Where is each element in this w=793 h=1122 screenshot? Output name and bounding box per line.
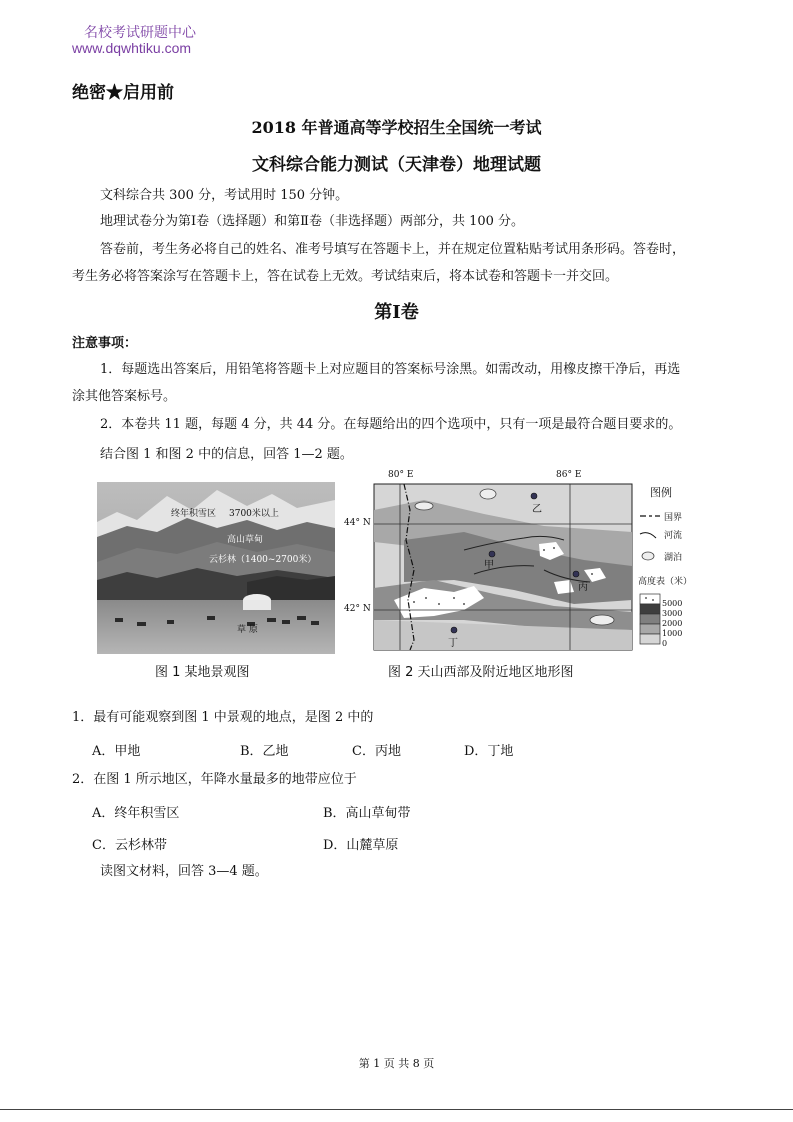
place-bing: 丙 [578, 582, 588, 593]
intro-paragraph-3b: 考生务必将答案涂写在答题卡上，答在试卷上无效。考试结束后，将本试卷和答题卡一并交回。 [72, 269, 619, 284]
legend-border: 国界 [664, 513, 683, 523]
figure-lead: 结合图 1 和图 2 中的信息，回答 1—2 题。 [100, 447, 353, 462]
legend-level-2000: 2000 [662, 619, 683, 628]
figure1-caption: 图 1 某地景观图 [155, 665, 250, 680]
place-yi: 乙 [532, 504, 542, 515]
question-2-stem: 2．在图 1 所示地区，年降水量最多的地带应位于 [72, 772, 357, 787]
q1-option-d: D．丁地 [464, 744, 514, 759]
q1-option-a: A．甲地 [92, 744, 141, 759]
label-spruce-forest: 云杉林（1400~2700米） [209, 555, 317, 565]
notice-heading: 注意事项： [72, 336, 138, 351]
q1-option-b: B．乙地 [240, 744, 289, 759]
intro-paragraph-1: 文科综合共 300 分，考试用时 150 分钟。 [100, 188, 349, 203]
exam-title: 2018 年普通高等学校招生全国统一考试 [251, 118, 542, 137]
q2-option-b: B．高山草甸带 [323, 806, 411, 821]
legend-level-1000: 1000 [662, 629, 683, 638]
place-jia: 甲 [484, 560, 494, 571]
place-ding: 丁 [448, 638, 458, 649]
landscape-photo [97, 482, 335, 654]
label-alpine-meadow: 高山草甸 [227, 535, 264, 545]
secret-mark: 绝密★启用前 [72, 83, 174, 103]
lon-label-86e: 86° E [556, 470, 582, 480]
lat-label-42n: 42° N [344, 604, 371, 614]
legend-altitude-title: 高度表（米） [638, 577, 693, 587]
notice-item-1a: 1．每题选出答案后，用铅笔将答题卡上对应题目的答案标号涂黑。如需改动，用橡皮擦干净后，再选 [100, 362, 681, 377]
notice-item-1b: 涂其他答案标号。 [72, 389, 177, 404]
legend-level-0: 0 [662, 639, 668, 648]
page-number: 第 1 页 共 8 页 [358, 1057, 435, 1070]
question-1-stem: 1．最有可能观察到图 1 中景观的地点，是图 2 中的 [72, 710, 374, 725]
lat-label-44n: 44° N [344, 518, 371, 528]
legend-title: 图例 [650, 486, 672, 499]
lon-label-80e: 80° E [388, 470, 414, 480]
label-snow-altitude: 3700米以上 [229, 509, 279, 519]
watermark-title: 名校考试研题中心 [84, 25, 196, 41]
notice-item-2: 2．本卷共 11 题，每题 4 分，共 44 分。在每题给出的四个选项中，只有一项是最符合题目要求的。 [100, 417, 682, 432]
legend-level-3000: 3000 [662, 609, 683, 618]
legend-river: 河流 [664, 531, 683, 541]
exam-subtitle: 文科综合能力测试（天津卷）地理试题 [252, 155, 541, 175]
question-3-lead: 读图文材料，回答 3—4 题。 [100, 864, 268, 879]
q2-option-d: D．山麓草原 [323, 838, 399, 853]
intro-paragraph-2: 地理试卷分为第Ⅰ卷（选择题）和第Ⅱ卷（非选择题）两部分，共 100 分。 [100, 214, 525, 229]
q1-option-c: C．丙地 [352, 744, 401, 759]
q2-option-a: A．终年积雪区 [92, 806, 180, 821]
legend-lake: 湖泊 [664, 553, 683, 563]
watermark-url[interactable]: www.dqwhtiku.com [72, 40, 192, 56]
topographic-map [344, 470, 706, 662]
section-title: 第Ⅰ卷 [374, 302, 419, 323]
label-grassland: 草 原 [237, 625, 258, 635]
q2-option-c: C．云杉林带 [92, 838, 167, 853]
figure2-caption: 图 2 天山西部及附近地区地形图 [388, 665, 574, 680]
bottom-divider [0, 1109, 793, 1110]
intro-paragraph-3a: 答卷前，考生务必将自己的姓名、准考号填写在答题卡上，并在规定位置粘贴考试用条形码。答卷时， [100, 242, 686, 257]
label-snow-zone: 终年积雪区 [171, 509, 217, 519]
legend-level-5000: 5000 [662, 599, 683, 608]
